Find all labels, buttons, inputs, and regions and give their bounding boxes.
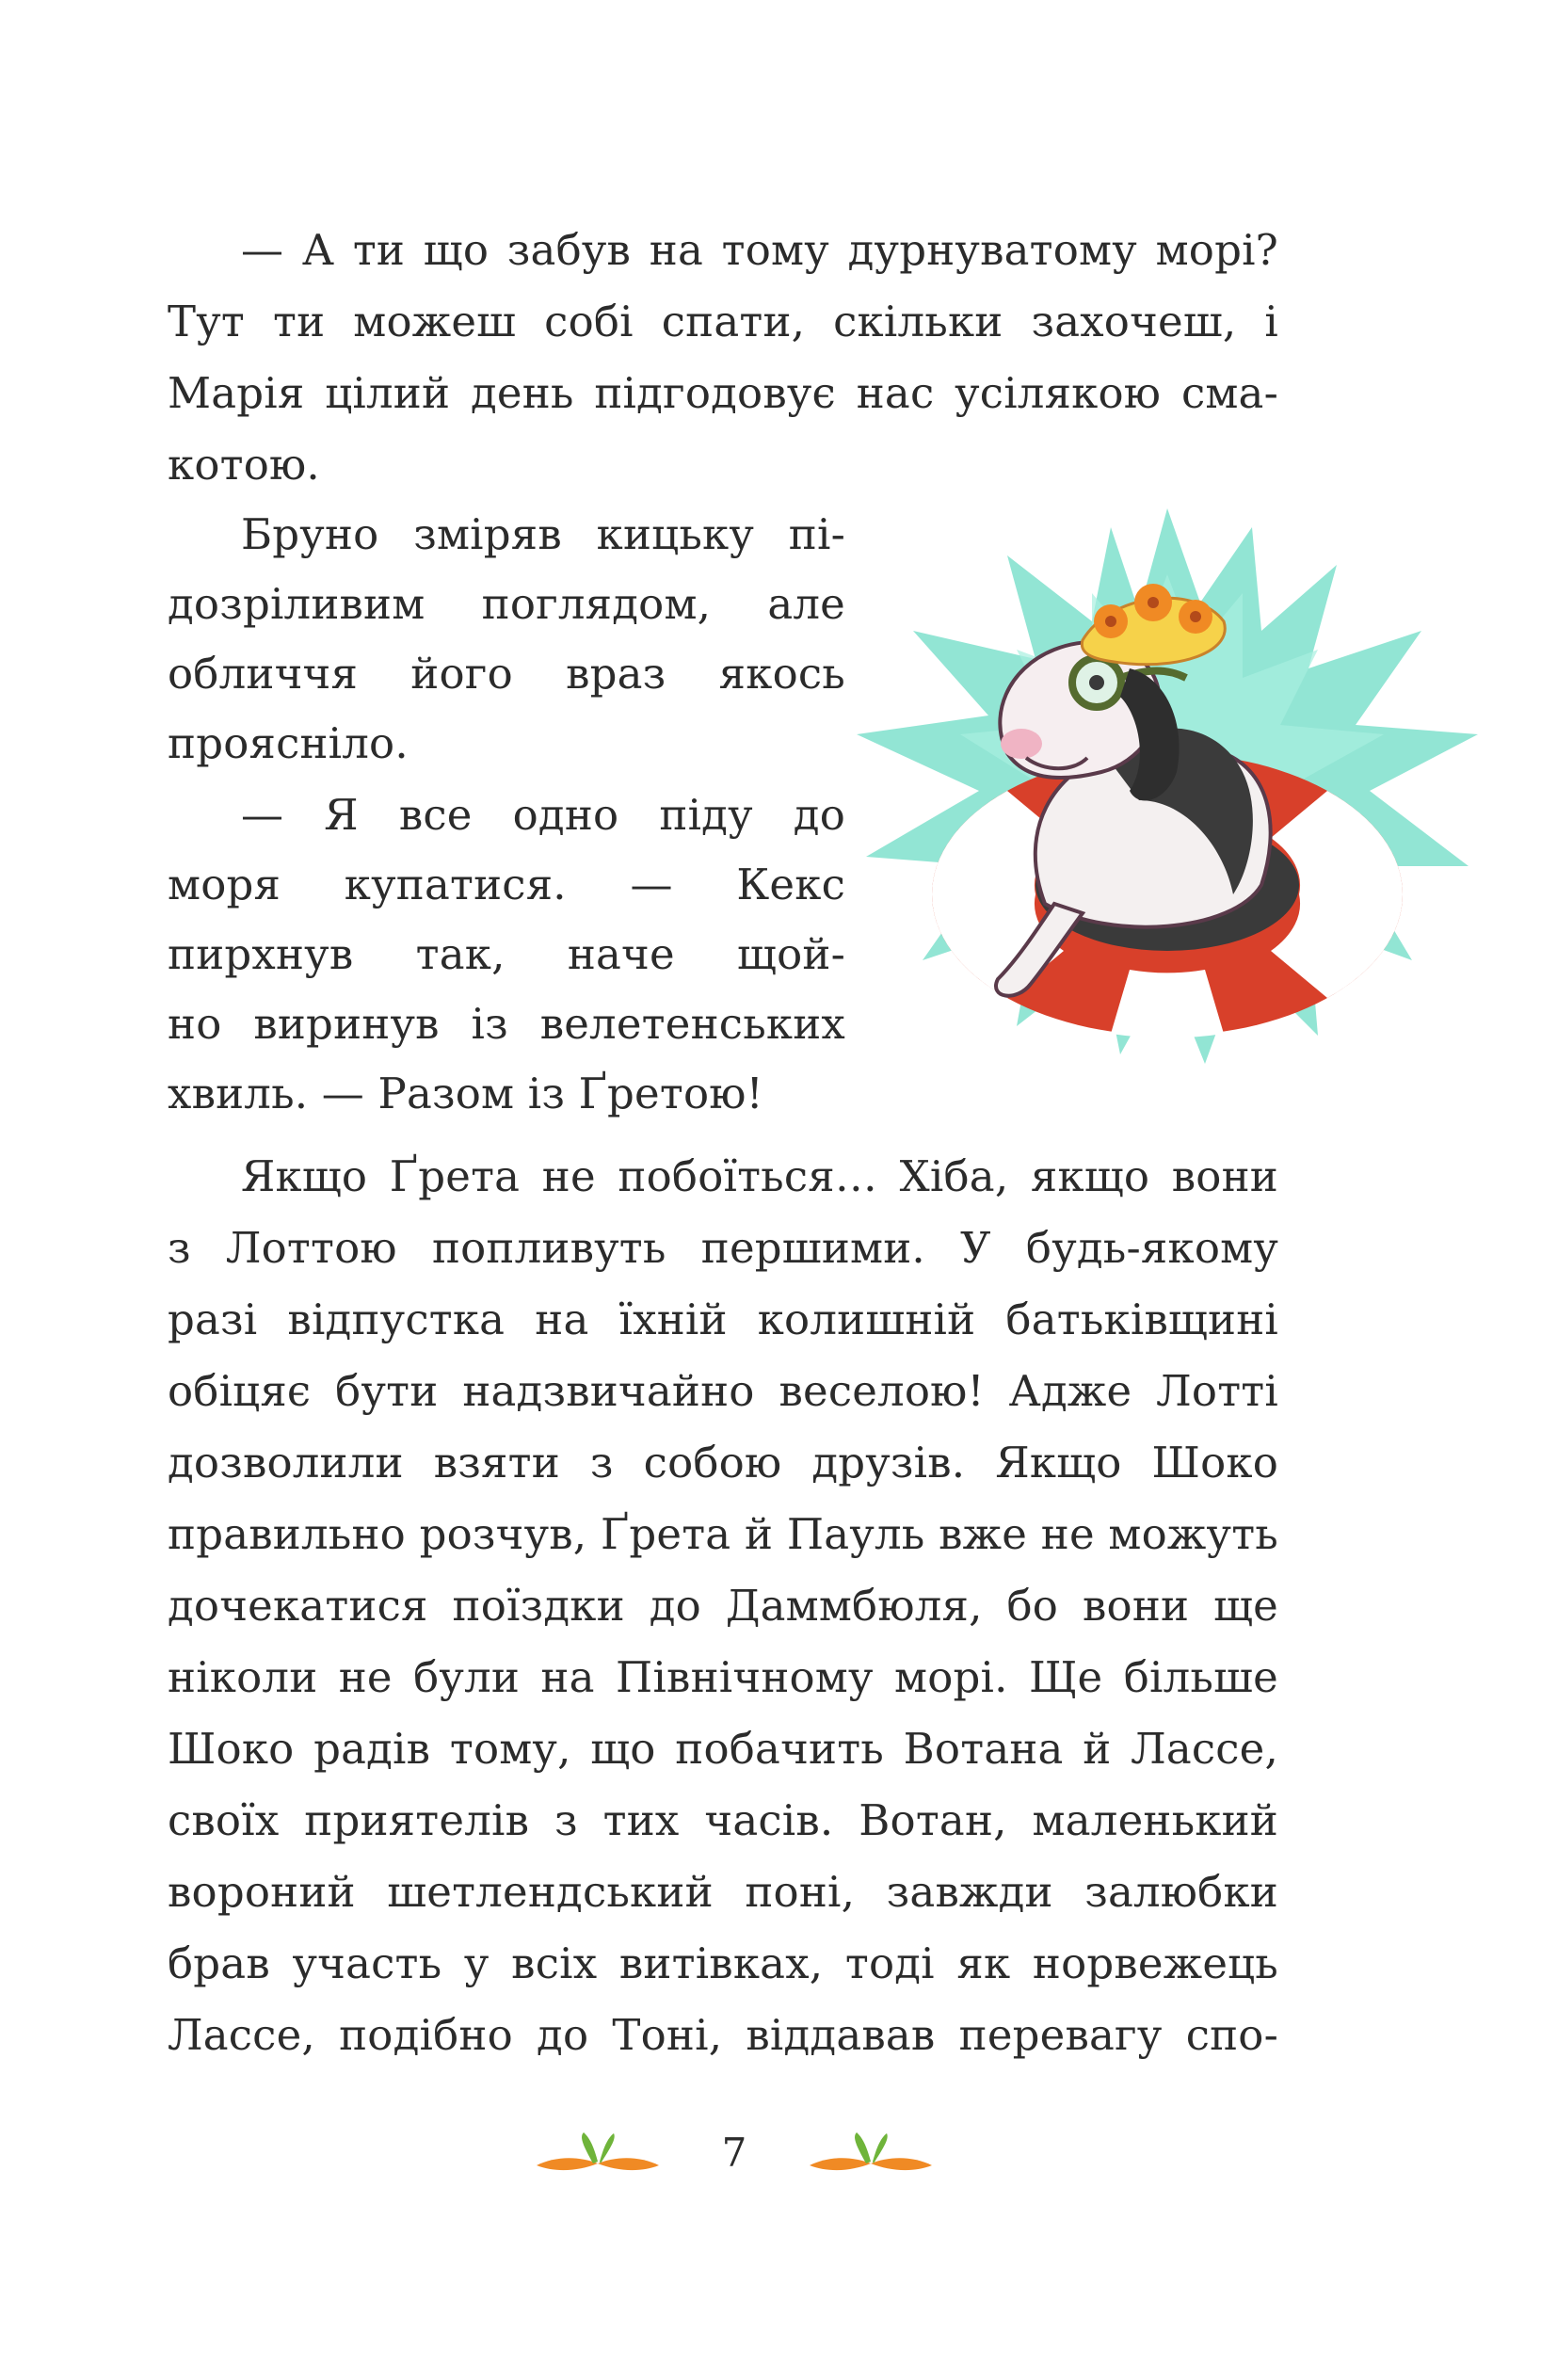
carrot-ornament-right-icon (800, 2128, 941, 2184)
text-line: правильно розчув, Ґрета й Пауль вже не можуть (168, 1509, 1278, 1559)
text-line: дозріливим поглядом, але (168, 579, 845, 629)
text-line: но виринув із велетенських (168, 999, 845, 1049)
text-line: брав участь у всіх витівках, тоді як норвежець (168, 1938, 1278, 1988)
pony-lifebuoy-illustration (828, 490, 1506, 1073)
text-line: дочекатися поїздки до Даммбюля, бо вони ще (168, 1581, 1278, 1631)
text-line: Марія цілий день підгодовує нас усілякою сма- (168, 368, 1278, 418)
text-line: Тут ти можеш собі спати, скільки захочеш, і (168, 297, 1278, 346)
text-line: Якщо Ґрета не побоїться… Хіба, якщо вони (241, 1151, 1278, 1201)
page-number: 7 (721, 2130, 747, 2176)
text-line: ніколи не були на Північному морі. Ще більше (168, 1652, 1278, 1702)
text-line: котою. (168, 440, 320, 490)
text-line: моря купатися. — Кекс (168, 860, 845, 909)
text-line: своїх приятелів з тих часів. Вотан, маленький (168, 1795, 1278, 1845)
page-footer (527, 2118, 941, 2194)
text-line: Лассе, подібно до Тоні, віддавав перевагу спо- (168, 2010, 1278, 2060)
text-line: з Лоттою попливуть першими. У будь-якому (168, 1223, 1278, 1273)
text-line: вороний шетлендський поні, завжди залюбки (168, 1867, 1278, 1917)
text-line: Шоко радів тому, що побачить Вотана й Лассе, (168, 1724, 1278, 1774)
text-line: обличчя його враз якось (168, 649, 845, 699)
text-line: пирхнув так, наче щой- (168, 929, 845, 979)
text-line: — Я все одно піду до (241, 790, 845, 840)
text-line: дозволили взяти з собою друзів. Якщо Шоко (168, 1438, 1278, 1488)
text-line: Бруно зміряв кицьку пі- (241, 509, 845, 559)
text-line: — А ти що забув на тому дурнуватому морі? (241, 225, 1278, 275)
text-line: прояснiло. (168, 718, 409, 768)
text-line: хвиль. — Разом із Ґретою! (168, 1069, 763, 1118)
text-line: обіцяє бути надзвичайно веселою! Адже Лотті (168, 1366, 1278, 1416)
text-line: разі відпустка на їхній колишній батьківщині (168, 1295, 1278, 1344)
